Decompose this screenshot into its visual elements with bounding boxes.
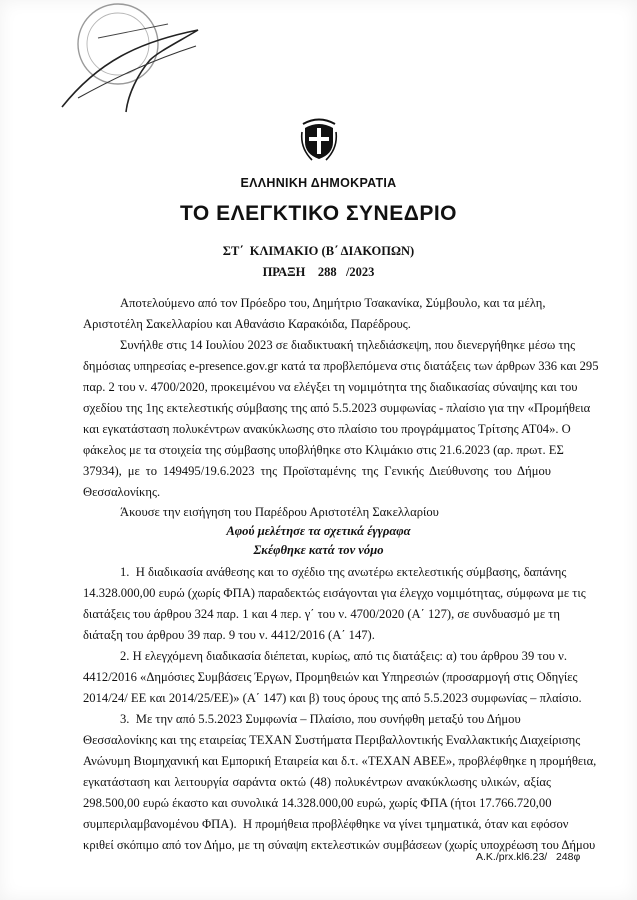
text-line: 14.328.000,00 ευρώ (χωρίς ΦΠΑ) παραδεκτώς εισάγονται για έλεγχο νομιμότητας, σύμφωνα με τις [83, 586, 586, 600]
text-line: και εγκατάσταση πολυκέντρων ανακύκλωσης στο πλαίσιο του προγράμματος Τρίτσης ΑΤ04». Ο [83, 422, 571, 436]
text-line: φάκελος με τα στοιχεία της σύμβασης υποβλήθηκε στο Κλιμάκιο στις 21.6.2023 (αρ. πρωτ. ΕΣ [83, 443, 564, 457]
text-line: συμπεριλαμβανομένου ΦΠΑ). Η προμήθεια προβλέφθηκε να γίνει τμηματικά, όταν και εφόσον [83, 817, 569, 831]
text-line: Θεσσαλονίκης και της εταιρείας ΤΕΧΑΝ Συστήματα Περιβαλλοντικής Εναλλακτικής Διαχείρισης [83, 733, 581, 747]
chamber-heading: ΣΤ΄ ΚΛΙΜΑΚΙΟ (Β΄ ΔΙΑΚΟΠΩΝ) [222, 244, 415, 258]
text-line: 4412/2016 «Δημόσιες Συμβάσεις Έργων, Προμηθειών και Υπηρεσιών (προσαρμογή στις Οδηγίες [83, 670, 578, 684]
text-line: 2. Η ελεγχόμενη διαδικασία διέπεται, κυρίως, από τις διατάξεις: α) του άρθρου 39 του ν. [120, 649, 567, 663]
text-line: 298.500,00 ευρώ έκαστο και συνολικά 14.328.000,00 ευρώ, χωρίς ΦΠΑ (ήτοι 17.766.720,00 [83, 796, 552, 810]
text-line: 1. Η διαδικασία ανάθεσης και το σχέδιο της ανωτέρω εκτελεστικής σύμβασης, δαπάνης [120, 565, 567, 579]
court-title: ΤΟ ΕΛΕΓΚΤΙΚΟ ΣΥΝΕΔΡΙΟ [179, 202, 457, 225]
text-line: διάταξη του άρθρου 39 παρ. 9 του ν. 4412/2016 (Α΄ 147). [83, 628, 375, 642]
text-line: διατάξεις του άρθρου 324 παρ. 1 και 4 περ. γ΄ του ν. 4700/2020 (Α΄ 127), σε συνδυασμό με τη [83, 607, 560, 621]
text-line: 3. Με την από 5.5.2023 Συμφωνία – Πλαίσιο, που συνήφθη μεταξύ του Δήμου [120, 712, 521, 726]
footer-code: Α.Κ./prx.kl6.23/ 248φ [476, 851, 581, 863]
text-line: εγκατάσταση και λειτουργία σαράντα οκτώ (48) πολυκέντρων ανακύκλωσης υλικών, αξίας [83, 775, 551, 789]
text-line: Συνήλθε στις 14 Ιουλίου 2023 σε διαδικτυακή τηλεδιάσκεψη, που διενεργήθηκε μέσω της [120, 338, 576, 352]
republic-heading: ΕΛΛΗΝΙΚΗ ΔΗΜΟΚΡΑΤΙΑ [240, 176, 397, 190]
coat-of-arms-icon [300, 112, 338, 169]
court-stamp [58, 2, 208, 127]
section-heading: Σκέφθηκε κατά τον νόμο [253, 543, 384, 557]
text-line: Ανώνυμη Βιομηχανική και Εμπορική Εταιρεία και δ.τ. «ΤΕΧΑΝ ΑΒΕΕ», προβλέφθηκε η προμήθεια, [83, 754, 597, 768]
text-line: Άκουσε την εισήγηση του Παρέδρου Αριστοτέλη Σακελλαρίου [120, 505, 439, 519]
text-line: 2014/24/ ΕΕ και 2014/25/ΕΕ)» (Α΄ 147) και β) τους όρους της από 5.5.2023 συμφωνίας – πλαίσιο. [83, 691, 582, 705]
text-line: παρ. 2 του ν. 4700/2020, προκειμένου να ελέγξει τη νομιμότητα της διαδικασίας σύναψης και του [83, 380, 578, 394]
text-line: δημόσιας υπηρεσίας e-presence.gov.gr κατά τα προβλεπόμενα στις διατάξεις των άρθρων 336 και 295 [83, 359, 599, 373]
text-line: σχεδίου της 1ης εκτελεστικής σύμβασης της από 5.5.2023 συμφωνίας - πλαίσιο για την «Προμήθεια [83, 401, 591, 415]
text-line: κριθεί σκόπιμο από τον Δήμο, με τη σύναψη εκτελεστικών συμβάσεων (χωρίς υποχρέωση του Δήμου [83, 838, 596, 852]
act-number: ΠΡΑΞΗ 288 /2023 [262, 265, 375, 279]
section-heading: Αφού μελέτησε τα σχετικά έγγραφα [226, 524, 411, 538]
text-line: 37934), με το 149495/19.6.2023 της Προϊσταμένης της Γενικής Διεύθυνσης του Δήμου [83, 464, 551, 478]
text-line: Αριστοτέλη Σακελλαρίου και Αθανάσιο Καρακόιδα, Παρέδρους. [83, 317, 411, 331]
text-line: Θεσσαλονίκης. [83, 485, 161, 499]
text-line: Αποτελούμενο από τον Πρόεδρο του, Δημήτριο Τσακανίκα, Σύμβουλο, και τα μέλη, [120, 296, 546, 310]
